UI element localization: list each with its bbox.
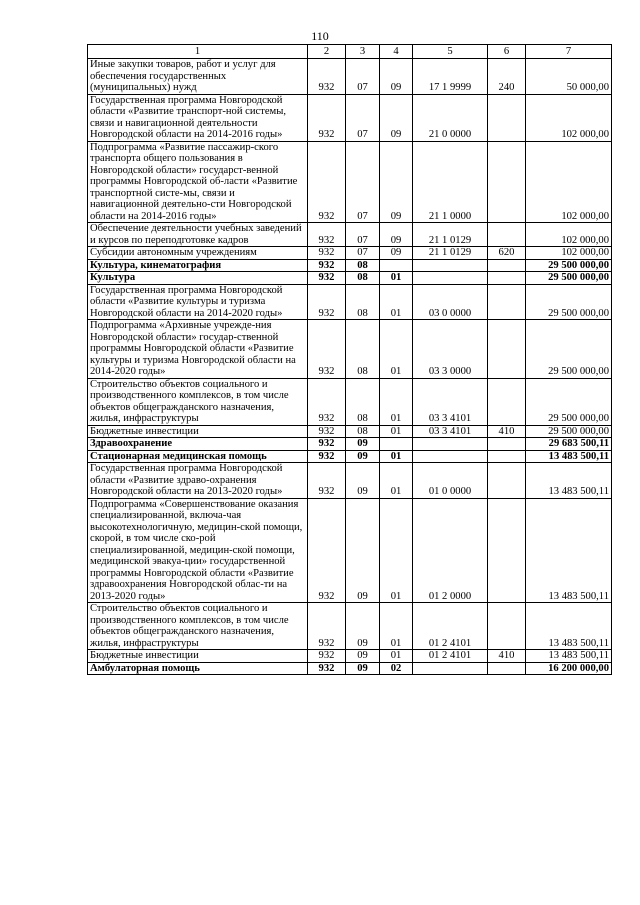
budget-table [87, 44, 612, 675]
row-amount-cell: 13 483 500,11 [526, 463, 612, 499]
row-admin-code-cell: 932 [308, 603, 346, 650]
row-target-item-cell: 01 0 0000 [413, 463, 488, 499]
row-name-cell: Стационарная медицинская помощь [88, 450, 308, 463]
row-admin-code-cell: 932 [308, 378, 346, 425]
row-admin-code-cell: 932 [308, 650, 346, 663]
row-expense-type-cell [488, 141, 526, 223]
row-expense-type-cell: 410 [488, 650, 526, 663]
row-admin-code-cell: 932 [308, 94, 346, 141]
row-section-cell: 09 [346, 463, 380, 499]
row-amount-cell: 29 500 000,00 [526, 378, 612, 425]
row-subsection-cell: 02 [380, 662, 413, 675]
row-admin-code-cell: 932 [308, 259, 346, 272]
row-expense-type-cell [488, 94, 526, 141]
row-section-cell: 07 [346, 94, 380, 141]
row-section-cell: 07 [346, 223, 380, 247]
table-row [88, 603, 612, 650]
row-expense-type-cell [488, 272, 526, 285]
row-section-cell: 08 [346, 320, 380, 379]
row-amount-cell: 102 000,00 [526, 223, 612, 247]
row-subsection-cell: 01 [380, 450, 413, 463]
row-subsection-cell: 01 [380, 463, 413, 499]
row-subsection-cell: 09 [380, 247, 413, 260]
row-expense-type-cell [488, 450, 526, 463]
row-target-item-cell: 21 0 0000 [413, 94, 488, 141]
row-target-item-cell: 01 2 0000 [413, 498, 488, 603]
row-section-cell: 09 [346, 438, 380, 451]
row-name-cell: Подпрограмма «Совершенствование оказания специализированной, включа-чая высокотехнологичную, медицин-ской помощи, скорой, в том числе ско-рой специализированной, медицин-ской помощи, медицинской эвакуа-ции» государственной программы Новгородской области «Развитие здравоохранения Новгородской облас-ти на 2013-2020 годы» [88, 498, 308, 603]
row-name-cell: Бюджетные инвестиции [88, 425, 308, 438]
row-target-item-cell: 03 3 0000 [413, 320, 488, 379]
table-row [88, 59, 612, 95]
row-admin-code-cell: 932 [308, 284, 346, 320]
row-target-item-cell [413, 662, 488, 675]
row-section-cell: 07 [346, 59, 380, 95]
row-admin-code-cell: 932 [308, 498, 346, 603]
row-target-item-cell: 01 2 4101 [413, 650, 488, 663]
row-expense-type-cell [488, 320, 526, 379]
row-name-cell: Бюджетные инвестиции [88, 650, 308, 663]
table-row [88, 94, 612, 141]
table-row [88, 463, 612, 499]
column-header: 2 [308, 45, 346, 59]
row-amount-cell: 29 500 000,00 [526, 259, 612, 272]
budget-table-body [88, 45, 612, 675]
row-name-cell: Государственная программа Новгородской области «Развитие культуры и туризма Новгородской области на 2014-2020 годы» [88, 284, 308, 320]
row-section-cell: 08 [346, 378, 380, 425]
column-header: 6 [488, 45, 526, 59]
table-row [88, 378, 612, 425]
row-expense-type-cell [488, 223, 526, 247]
row-name-cell: Культура, кинематография [88, 259, 308, 272]
row-subsection-cell: 09 [380, 223, 413, 247]
page-number: 110 [311, 29, 329, 43]
row-name-cell: Субсидии автономным учреждениям [88, 247, 308, 260]
row-admin-code-cell: 932 [308, 463, 346, 499]
table-row [88, 438, 612, 451]
row-name-cell: Государственная программа Новгородской области «Развитие транспорт-ной системы, связи и навигационной деятельности Новгородской области на 2014-2016 годы» [88, 94, 308, 141]
table-row [88, 425, 612, 438]
row-amount-cell: 29 500 000,00 [526, 272, 612, 285]
row-name-cell: Подпрограмма «Архивные учрежде-ния Новгородской области» государ-ственной программы Новгородской области «Развитие культуры и туризма Новгородской области на 2014-2020 годы» [88, 320, 308, 379]
row-target-item-cell: 03 0 0000 [413, 284, 488, 320]
row-expense-type-cell: 620 [488, 247, 526, 260]
row-name-cell: Иные закупки товаров, работ и услуг для обеспечения государственных (муниципальных) нужд [88, 59, 308, 95]
row-amount-cell: 102 000,00 [526, 94, 612, 141]
row-target-item-cell [413, 438, 488, 451]
table-row [88, 320, 612, 379]
row-section-cell: 07 [346, 141, 380, 223]
row-amount-cell: 102 000,00 [526, 141, 612, 223]
row-subsection-cell: 01 [380, 498, 413, 603]
row-amount-cell: 29 683 500,11 [526, 438, 612, 451]
row-admin-code-cell: 932 [308, 59, 346, 95]
row-expense-type-cell [488, 463, 526, 499]
row-amount-cell: 29 500 000,00 [526, 425, 612, 438]
table-row [88, 259, 612, 272]
row-amount-cell: 16 200 000,00 [526, 662, 612, 675]
row-subsection-cell: 01 [380, 425, 413, 438]
row-amount-cell: 50 000,00 [526, 59, 612, 95]
row-section-cell: 08 [346, 259, 380, 272]
row-expense-type-cell [488, 603, 526, 650]
row-name-cell: Здравоохранение [88, 438, 308, 451]
row-target-item-cell: 21 1 0000 [413, 141, 488, 223]
row-section-cell: 09 [346, 498, 380, 603]
table-row [88, 284, 612, 320]
row-amount-cell: 13 483 500,11 [526, 450, 612, 463]
row-target-item-cell: 21 1 0129 [413, 247, 488, 260]
row-section-cell: 09 [346, 650, 380, 663]
row-name-cell: Подпрограмма «Развитие пассажир-ского транспорта общего пользования в Новгородской области» государст-венной программы Новгородской об-ласти «Развитие транспортной систе-мы, связи и навигационной деятельно-сти Новгородской области на 2014-2016 годы» [88, 141, 308, 223]
row-subsection-cell [380, 259, 413, 272]
table-row [88, 662, 612, 675]
row-amount-cell: 102 000,00 [526, 247, 612, 260]
row-section-cell: 09 [346, 603, 380, 650]
row-target-item-cell: 03 3 4101 [413, 425, 488, 438]
row-amount-cell: 13 483 500,11 [526, 650, 612, 663]
row-expense-type-cell [488, 378, 526, 425]
row-subsection-cell: 01 [380, 650, 413, 663]
table-row [88, 650, 612, 663]
row-name-cell: Культура [88, 272, 308, 285]
row-name-cell: Строительство объектов социального и производственного комплексов, в том числе объектов общегражданского назначения, жилья, инфраструктуры [88, 378, 308, 425]
row-name-cell: Обеспечение деятельности учебных заведений и курсов по переподготовке кадров [88, 223, 308, 247]
row-admin-code-cell: 932 [308, 662, 346, 675]
row-expense-type-cell [488, 438, 526, 451]
column-header: 1 [88, 45, 308, 59]
row-name-cell: Строительство объектов социального и производственного комплексов, в том числе объектов общегражданского назначения, жилья, инфраструктуры [88, 603, 308, 650]
table-row [88, 450, 612, 463]
row-section-cell: 09 [346, 662, 380, 675]
row-amount-cell: 13 483 500,11 [526, 603, 612, 650]
row-admin-code-cell: 932 [308, 320, 346, 379]
row-target-item-cell: 03 3 4101 [413, 378, 488, 425]
row-expense-type-cell: 410 [488, 425, 526, 438]
row-admin-code-cell: 932 [308, 272, 346, 285]
row-section-cell: 08 [346, 425, 380, 438]
column-header: 4 [380, 45, 413, 59]
row-subsection-cell: 09 [380, 141, 413, 223]
table-row [88, 141, 612, 223]
row-subsection-cell: 01 [380, 603, 413, 650]
row-section-cell: 07 [346, 247, 380, 260]
column-header: 7 [526, 45, 612, 59]
row-subsection-cell: 09 [380, 59, 413, 95]
row-expense-type-cell [488, 662, 526, 675]
header-row [88, 45, 612, 59]
row-target-item-cell [413, 259, 488, 272]
row-subsection-cell: 09 [380, 94, 413, 141]
table-row [88, 498, 612, 603]
row-admin-code-cell: 932 [308, 223, 346, 247]
row-amount-cell: 29 500 000,00 [526, 320, 612, 379]
row-target-item-cell: 17 1 9999 [413, 59, 488, 95]
row-admin-code-cell: 932 [308, 141, 346, 223]
row-section-cell: 08 [346, 272, 380, 285]
row-expense-type-cell [488, 498, 526, 603]
row-target-item-cell: 01 2 4101 [413, 603, 488, 650]
column-header: 3 [346, 45, 380, 59]
row-subsection-cell: 01 [380, 272, 413, 285]
row-name-cell: Амбулаторная помощь [88, 662, 308, 675]
row-target-item-cell [413, 272, 488, 285]
row-admin-code-cell: 932 [308, 450, 346, 463]
row-target-item-cell [413, 450, 488, 463]
column-header: 5 [413, 45, 488, 59]
row-subsection-cell: 01 [380, 284, 413, 320]
row-subsection-cell: 01 [380, 378, 413, 425]
row-expense-type-cell [488, 284, 526, 320]
row-admin-code-cell: 932 [308, 438, 346, 451]
row-section-cell: 09 [346, 450, 380, 463]
row-subsection-cell: 01 [380, 320, 413, 379]
row-expense-type-cell [488, 259, 526, 272]
row-section-cell: 08 [346, 284, 380, 320]
table-row [88, 247, 612, 260]
row-admin-code-cell: 932 [308, 425, 346, 438]
row-name-cell: Государственная программа Новгородской области «Развитие здраво-охранения Новгородской области на 2013-2020 годы» [88, 463, 308, 499]
row-amount-cell: 29 500 000,00 [526, 284, 612, 320]
row-subsection-cell [380, 438, 413, 451]
row-expense-type-cell: 240 [488, 59, 526, 95]
table-row [88, 272, 612, 285]
row-admin-code-cell: 932 [308, 247, 346, 260]
row-target-item-cell: 21 1 0129 [413, 223, 488, 247]
row-amount-cell: 13 483 500,11 [526, 498, 612, 603]
table-row [88, 223, 612, 247]
